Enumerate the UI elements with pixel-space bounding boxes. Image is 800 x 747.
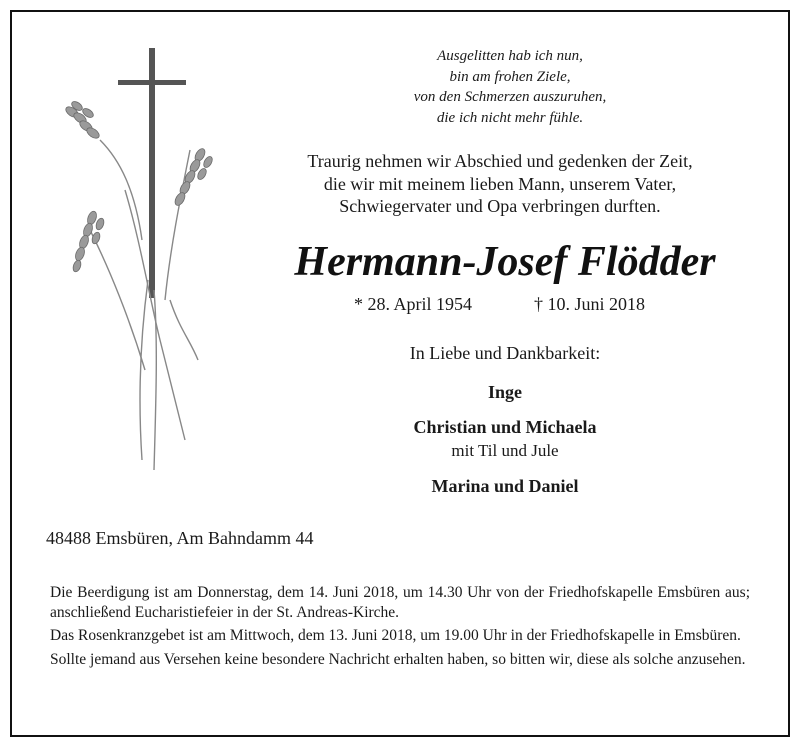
poem-line: Ausgelitten hab ich nun, <box>437 48 583 64</box>
family-couple-2: Marina und Daniel <box>431 476 579 496</box>
closing-note: Sollte jemand aus Versehen keine besondere Nachricht erhalten haben, so bitten wir, diese als solche anzusehen. <box>50 650 746 668</box>
notices <box>50 583 750 673</box>
deceased-name: Hermann-Josef Flödder <box>294 239 716 285</box>
intro-line: die wir mit meinem lieben Mann, unserem Vater, <box>323 173 677 194</box>
cross-with-wheat-icon <box>30 40 220 490</box>
family-spouse: Inge <box>487 382 522 402</box>
poem-line: von den Schmerzen auszuruhen, <box>413 89 607 105</box>
family-grandchildren: mit Til und Jule <box>451 441 559 460</box>
poem-line: die ich nicht mehr fühle. <box>436 109 584 126</box>
dedication: In Liebe und Dankbarkeit: <box>409 343 601 363</box>
address: 48488 Emsbüren, Am Bahndamm 44 <box>46 528 314 548</box>
birth-date: * 28. April 1954 <box>354 294 473 314</box>
poem-line: bin am frohen Ziele, <box>449 68 571 85</box>
funeral-notice: Die Beerdigung ist am Donnerstag, dem 14. Juni 2018, um 14.30 Uhr von der Friedhofskapelle Emsbüren aus; anschließend Eucharistiefeier in der St. Andreas-Kirche. <box>50 584 750 621</box>
intro-line: Schwiegervater und Opa verbringen durften. <box>339 196 661 216</box>
rosary-notice: Das Rosenkranzgebet ist am Mittwoch, dem 13. Juni 2018, um 19.00 Uhr in der Friedhofskapelle in Emsbüren. <box>50 627 741 644</box>
family-couple-1: Christian und Michaela <box>413 417 597 437</box>
death-date: † 10. Juni 2018 <box>534 294 646 314</box>
intro-text <box>250 150 750 218</box>
poem <box>340 46 680 128</box>
intro-line: Traurig nehmen wir Abschied und gedenken der Zeit, <box>307 151 693 171</box>
